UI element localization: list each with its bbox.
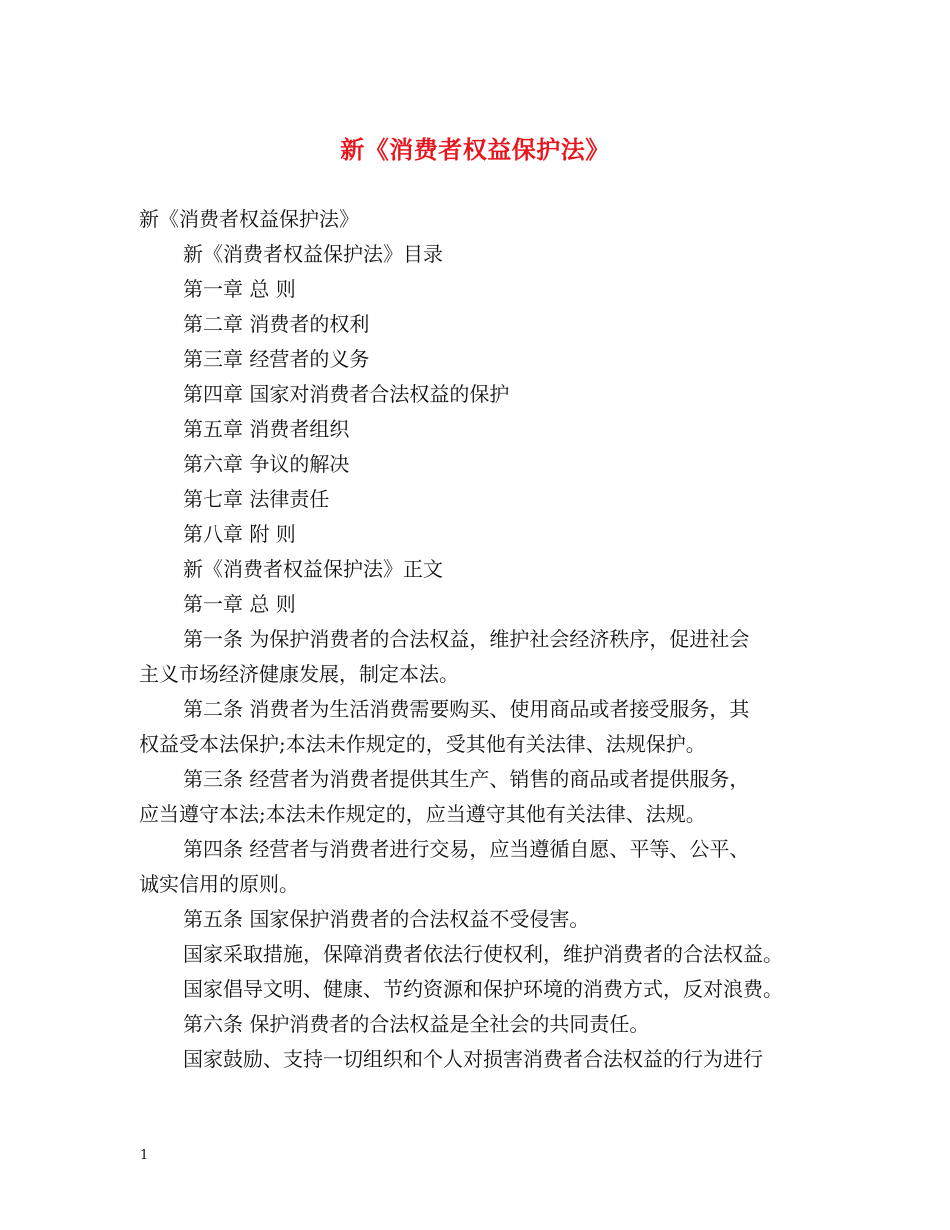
document-title: 新《消费者权益保护法》: [340, 135, 610, 164]
text-line: 第六条 保护消费者的合法权益是全社会的共同责任。: [183, 1012, 650, 1036]
text-line: 第五章 消费者组织: [183, 417, 350, 441]
text-line: 第六章 争议的解决: [183, 452, 350, 476]
text-line: 第一条 为保护消费者的合法权益，维护社会经济秩序，促进社会: [183, 627, 750, 651]
text-line: 诚实信用的原则。: [139, 872, 299, 896]
text-line: 权益受本法保护;本法未作规定的，受其他有关法律、法规保护。: [139, 732, 706, 756]
text-line: 第四章 国家对消费者合法权益的保护: [183, 382, 510, 406]
text-line: 新《消费者权益保护法》: [139, 207, 359, 231]
text-line: 第七章 法律责任: [183, 487, 330, 511]
text-line: 国家鼓励、支持一切组织和个人对损害消费者合法权益的行为进行: [183, 1047, 763, 1071]
page-number: 1: [140, 1148, 149, 1163]
text-line: 第一章 总 则: [183, 277, 296, 301]
text-line: 应当遵守本法;本法未作规定的，应当遵守其他有关法律、法规。: [139, 802, 706, 826]
text-line: 国家倡导文明、健康、节约资源和保护环境的消费方式，反对浪费。: [183, 977, 783, 1001]
text-line: 新《消费者权益保护法》目录: [183, 242, 443, 266]
text-line: 第五条 国家保护消费者的合法权益不受侵害。: [183, 907, 590, 931]
text-line: 主义市场经济健康发展，制定本法。: [139, 662, 459, 686]
text-line: 国家采取措施，保障消费者依法行使权利，维护消费者的合法权益。: [183, 942, 783, 966]
text-line: 第一章 总 则: [183, 592, 296, 616]
text-line: 第三章 经营者的义务: [183, 347, 370, 371]
text-line: 新《消费者权益保护法》正文: [183, 557, 443, 581]
text-line: 第三条 经营者为消费者提供其生产、销售的商品或者提供服务，: [183, 767, 750, 791]
text-line: 第二章 消费者的权利: [183, 312, 370, 336]
text-line: 第二条 消费者为生活消费需要购买、使用商品或者接受服务，其: [183, 697, 750, 721]
text-line: 第四条 经营者与消费者进行交易，应当遵循自愿、平等、公平、: [183, 837, 750, 861]
document-body: [139, 202, 839, 1077]
text-line: 第八章 附 则: [183, 522, 296, 546]
